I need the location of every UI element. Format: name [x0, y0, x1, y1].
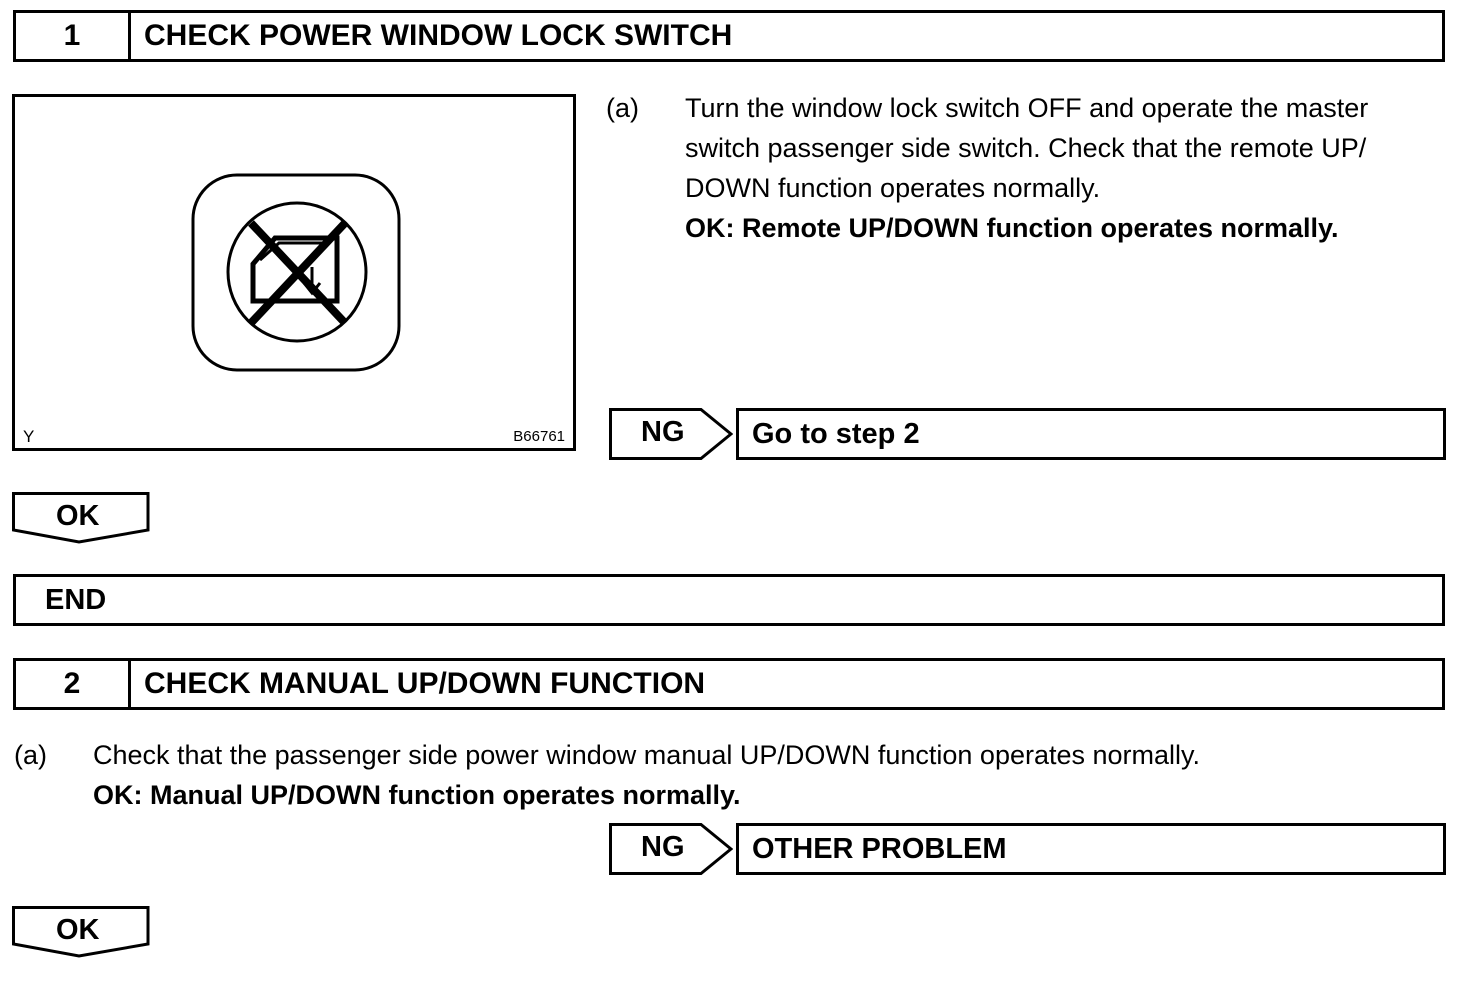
- step1-number: 1: [16, 13, 131, 59]
- step1-ng-tag: [609, 408, 733, 460]
- step1-ok-condition: OK: Remote UP/DOWN function operates normally.: [685, 213, 1339, 243]
- step2-instruction-line1: Check that the passenger side power window manual UP/DOWN function operates normally.: [93, 740, 1201, 770]
- step1-ng-result: Go to step 2: [736, 408, 1446, 460]
- step2-ng-result: OTHER PROBLEM: [736, 823, 1446, 875]
- step2-instruction: [14, 735, 1454, 815]
- step2-ok-condition: OK: Manual UP/DOWN function operates normally.: [93, 780, 741, 810]
- step2-ok-tag: [12, 906, 150, 958]
- step2-number: 2: [16, 661, 131, 707]
- figure-corner-label: Y: [23, 427, 35, 446]
- step2-instruction-label: (a): [14, 740, 47, 770]
- step1-ok-label: OK: [56, 500, 100, 532]
- step1-title: CHECK POWER WINDOW LOCK SWITCH: [144, 19, 733, 52]
- figure-id: B66761: [513, 428, 565, 445]
- window-lock-switch-icon: [15, 97, 573, 448]
- figure-panel: [12, 94, 576, 451]
- step1-instruction: [606, 88, 1456, 248]
- step1-ok-tag: [12, 492, 150, 544]
- step2-title: CHECK MANUAL UP/DOWN FUNCTION: [144, 667, 706, 700]
- step1-instruction-line2: switch passenger side switch. Check that the remote UP/: [685, 133, 1367, 163]
- step1-instruction-label: (a): [606, 93, 639, 123]
- step2-ng-tag: [609, 823, 733, 875]
- step2-header: [13, 658, 1445, 710]
- step2-ok-label: OK: [56, 914, 100, 946]
- step1-instruction-line3: DOWN function operates normally.: [685, 173, 1101, 203]
- step1-header: [13, 10, 1445, 62]
- end-bar: END: [13, 574, 1445, 626]
- step2-ng-label: NG: [641, 831, 685, 863]
- step1-instruction-line1: Turn the window lock switch OFF and operate the master: [685, 93, 1369, 123]
- step1-ng-label: NG: [641, 416, 685, 448]
